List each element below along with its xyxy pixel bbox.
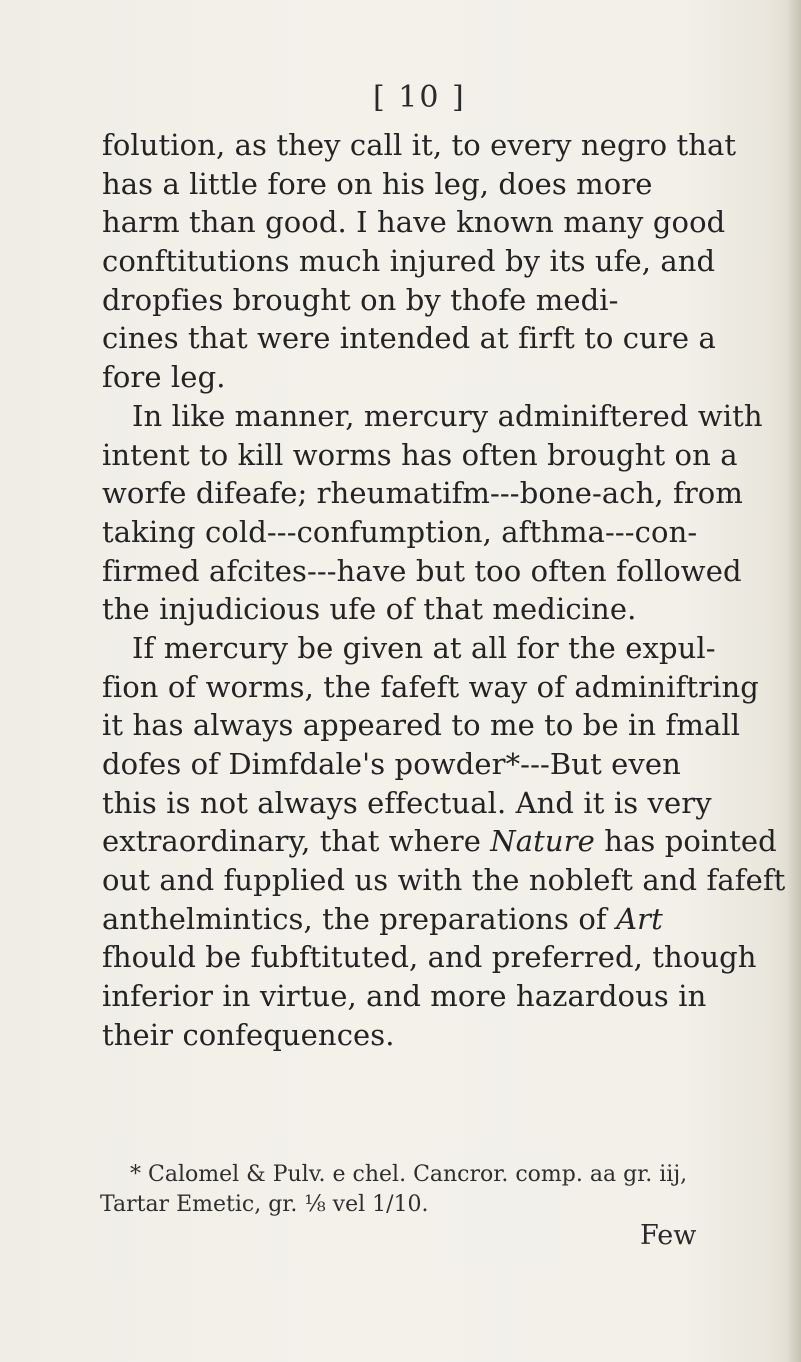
text-segment: extraordinary, that where: [102, 824, 491, 859]
text-line: In like manner, mercury adminiftered with: [132, 398, 763, 433]
text-line: fore leg.: [102, 360, 226, 395]
page-edge-shadow: [787, 0, 801, 1362]
text-line: has a little fore on his leg, does more: [102, 166, 653, 201]
italic-word-nature: Nature: [490, 824, 595, 859]
text-line: fion of worms, the fafeft way of adminiftring: [102, 669, 759, 704]
text-line: out and fupplied us with the nobleft and fafeft: [102, 863, 786, 898]
italic-word-art: Art: [616, 901, 663, 936]
text-line: it has always appeared to me to be in fmall: [102, 708, 741, 743]
text-line: their confequences.: [102, 1017, 395, 1052]
footnote-line: * Calomel & Pulv. e chel. Cancror. comp. aa gr. iij,: [130, 1162, 688, 1187]
text-line: taking cold---confumption, afthma---con-: [102, 514, 698, 549]
text-line: the injudicious ufe of that medicine.: [102, 592, 637, 627]
page-number: [ 10 ]: [373, 80, 466, 115]
text-line: folution, as they call it, to every negro that: [102, 128, 737, 162]
footnote-line: Tartar Emetic, gr. ⅛ vel 1/10.: [100, 1192, 429, 1217]
text-line: cines that were intended at firft to cure a: [102, 321, 716, 356]
text-line: inferior in virtue, and more hazardous in: [102, 979, 707, 1014]
text-line: firmed afcites---have but too often followed: [102, 553, 742, 588]
text-line: intent to kill worms has often brought on a: [102, 437, 738, 472]
text-segment: anthelmintics, the preparations of: [102, 901, 617, 936]
catchword: Few: [640, 1220, 697, 1251]
footnote-block: [100, 1160, 720, 1220]
text-line: dropfies brought on by thofe medi-: [102, 282, 619, 317]
text-line: dofes of Dimfdale's powder*---But even: [102, 747, 681, 781]
text-line: worfe difeafe; rheumatifm---bone-ach, from: [102, 476, 743, 511]
body-text: [102, 126, 786, 1055]
text-line: fhould be fubftituted, and preferred, though: [102, 940, 757, 975]
text-line: If mercury be given at all for the expul-: [132, 630, 716, 665]
text-line: [102, 822, 777, 861]
text-line: harm than good. I have known many good: [102, 205, 726, 240]
text-line: conftitutions much injured by its ufe, and: [102, 244, 716, 279]
text-segment: has pointed: [594, 824, 777, 859]
text-line: [102, 900, 702, 939]
text-line: this is not always effectual. And it is very: [102, 785, 712, 820]
